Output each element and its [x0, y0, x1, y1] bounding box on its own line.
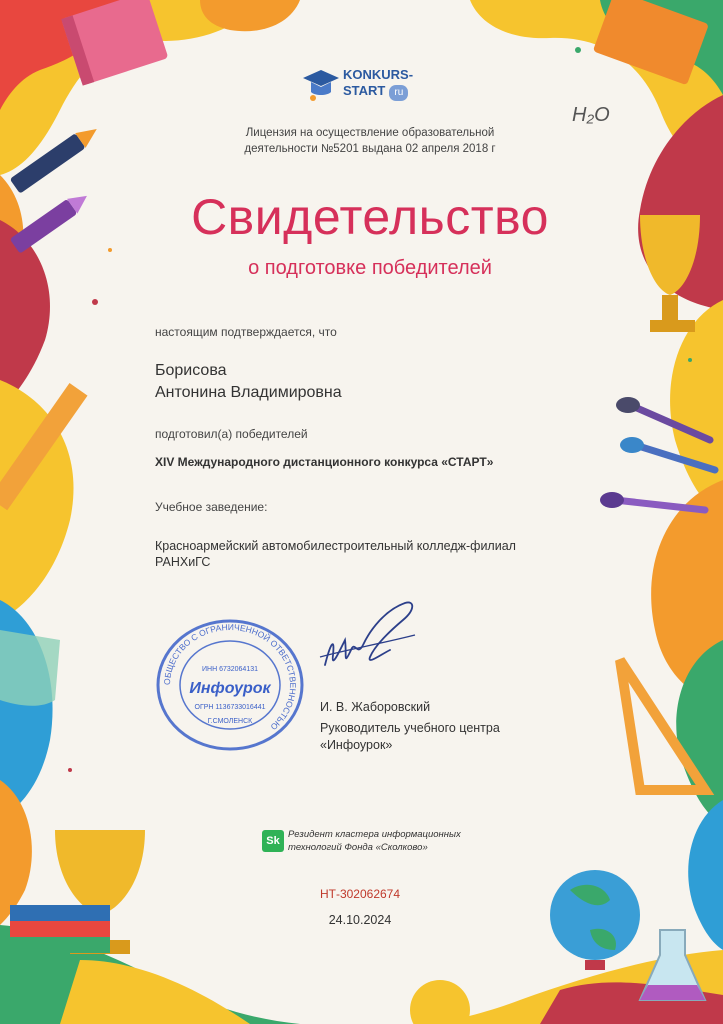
prepared-text: подготовил(а) победителей — [155, 427, 308, 441]
certificate-id: НТ-302062674 — [319, 887, 401, 901]
signer-role-line2: «Инфоурок» — [320, 738, 393, 752]
stamp-ring-text: ОБЩЕСТВО С ОГРАНИЧЕННОЙ ОТВЕТСТВЕННОСТЬЮ — [161, 621, 299, 733]
signer-role-line1: Руководитель учебного центра — [320, 721, 500, 735]
h2o-doodle: H₂O — [572, 104, 610, 126]
certificate-subtitle: о подготовке победителей — [248, 257, 492, 279]
skolkovo-icon: Sk — [262, 830, 284, 852]
company-stamp — [150, 615, 310, 755]
person-surname: Борисова — [155, 362, 227, 379]
license-line2: деятельности №5201 выдана 02 апреля 2018 г — [244, 143, 496, 155]
confirm-text: настоящим подтверждается, что — [155, 325, 337, 339]
license-text — [200, 125, 540, 157]
signature — [315, 595, 425, 685]
person-name: Антонина Владимировна — [155, 384, 342, 401]
stamp-city: Г.СМОЛЕНСК — [207, 718, 253, 725]
skolkovo-text — [288, 828, 461, 854]
stamp-center: Инфоурок — [189, 680, 271, 697]
institution-line1: Красноармейский автомобилестроительный колледж-филиал — [155, 539, 516, 553]
institution-name — [155, 538, 516, 570]
signer-role — [320, 720, 500, 754]
contest-name: XIV Международного дистанционного конкурса «СТАРТ» — [155, 455, 494, 469]
skolkovo-line1: Резидент кластера информационных — [288, 829, 461, 840]
license-line1: Лицензия на осуществление образовательной — [245, 127, 495, 139]
skolkovo-line2: технологий Фонда «Сколково» — [288, 842, 428, 853]
certificate-date: 24.10.2024 — [328, 913, 392, 927]
logo-ru-badge: ru — [389, 85, 408, 101]
signer-name: И. В. Жаборовский — [320, 700, 431, 714]
stamp-ogrn: ОГРН 1136733016441 — [194, 704, 266, 711]
certificate-title: Свидетельство — [191, 189, 549, 245]
institution-line2: РАНХиГС — [155, 555, 211, 569]
stamp-inn: ИНН 6732064131 — [201, 666, 259, 673]
logo-line1: KONKURS- — [343, 67, 414, 82]
institution-label: Учебное заведение: — [155, 500, 268, 514]
logo-text — [343, 67, 413, 101]
logo-line2: START — [343, 83, 386, 98]
